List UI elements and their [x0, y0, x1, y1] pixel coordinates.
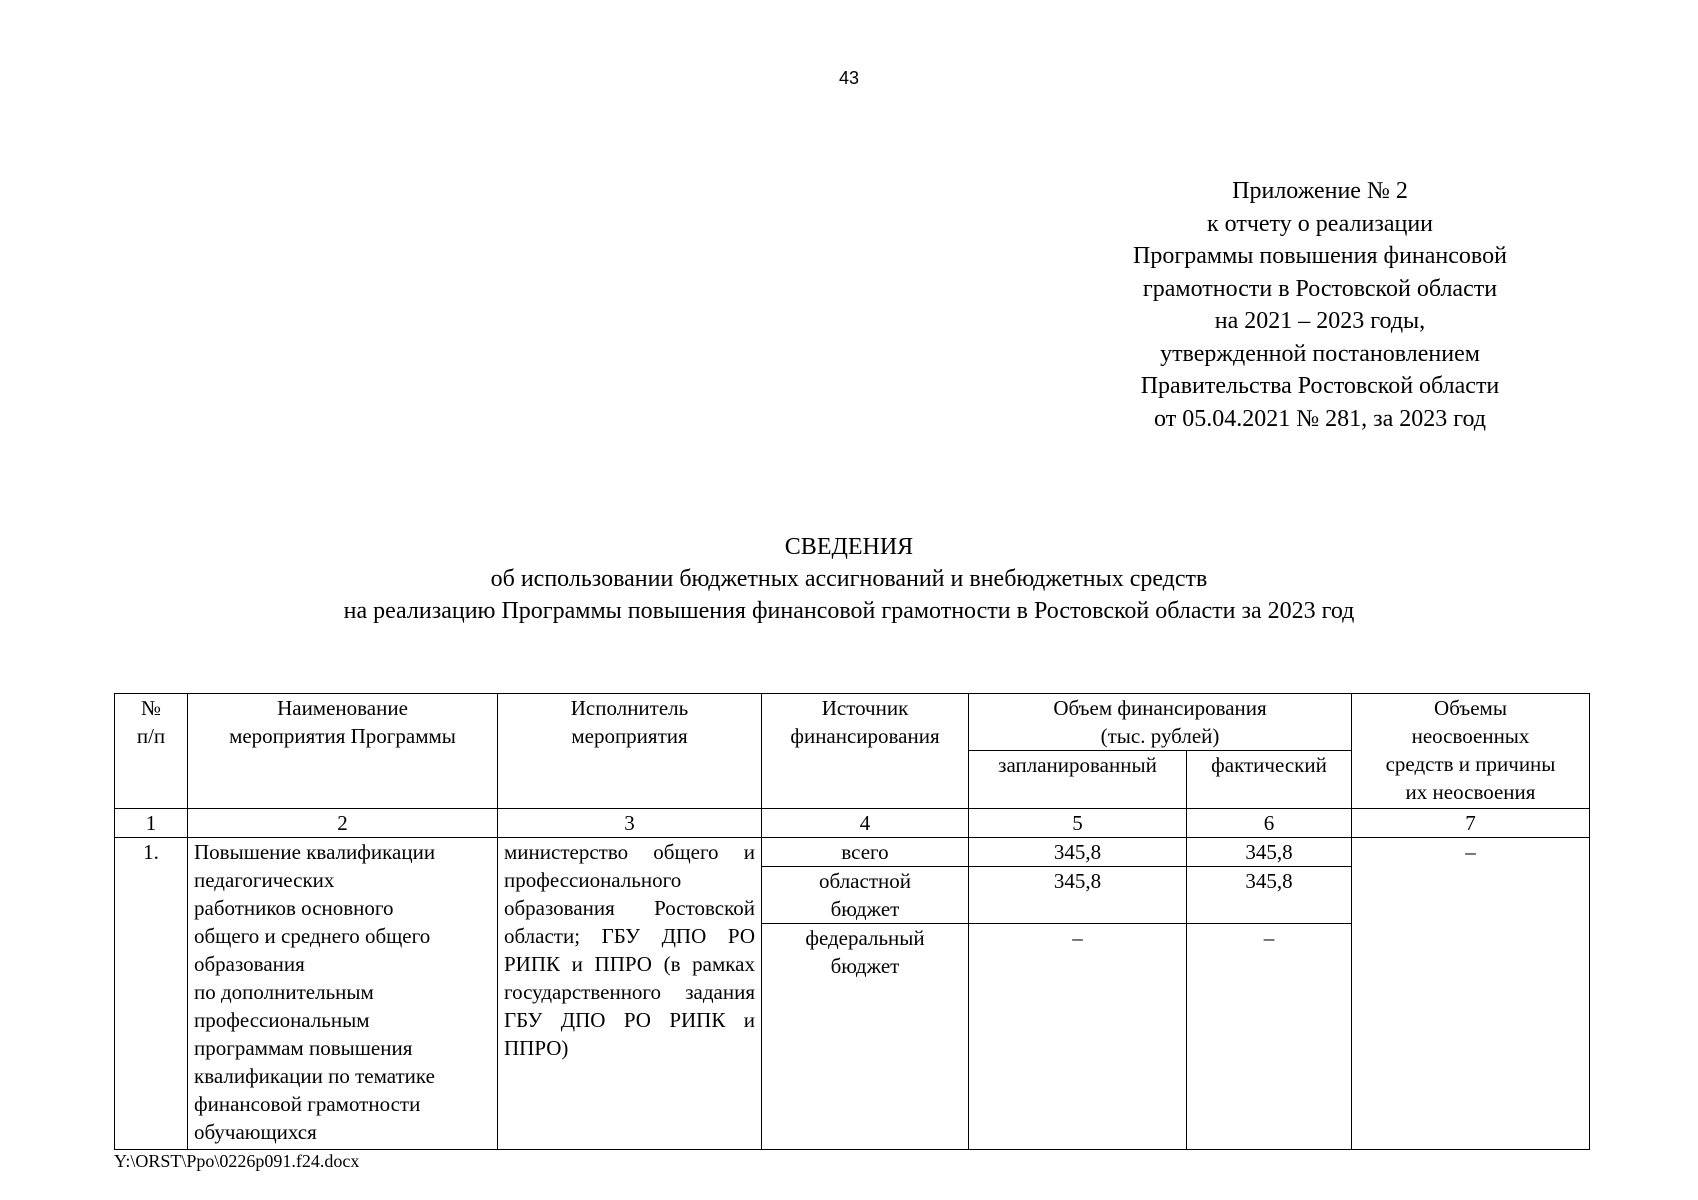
header-source: Источник финансирования: [762, 694, 969, 809]
column-number-row: [115, 809, 1590, 838]
page-number: 43: [838, 68, 860, 88]
title-line: об использовании бюджетных ассигнований и внебюджетных средств: [490, 566, 1208, 592]
row-actual-regional: 345,8: [1187, 867, 1352, 924]
column-number: 7: [1352, 809, 1590, 838]
row-source-federal: федеральный бюджет: [762, 924, 969, 1150]
title-heading: СВЕДЕНИЯ: [784, 534, 914, 560]
header-row: [115, 694, 1590, 751]
row-planned-regional: 345,8: [969, 867, 1187, 924]
appendix-block: [1070, 175, 1570, 435]
table-row: [115, 838, 1590, 867]
column-number: 4: [762, 809, 969, 838]
appendix-line: от 05.04.2021 № 281, за 2023 год: [1154, 405, 1486, 432]
header-actual: фактический: [1187, 751, 1352, 809]
row-executor: министерство общего и профессионального образования Ростовской области; ГБУ ДПО РО РИПК и ППРО (в рамках государственного задания ГБУ ДПО РО РИПК и ППРО): [498, 838, 762, 1150]
appendix-line: Правительства Ростовской области: [1140, 373, 1500, 399]
appendix-line: Приложение № 2: [1232, 178, 1408, 204]
column-number: 3: [498, 809, 762, 838]
file-path-footer: Y:\ORST\Ppo\0226p091.f24.docx: [114, 1151, 360, 1171]
row-actual-total: 345,8: [1187, 838, 1352, 867]
header-name: Наименование мероприятия Программы: [188, 694, 498, 809]
column-number: 5: [969, 809, 1187, 838]
row-unspent: –: [1352, 838, 1590, 1150]
row-name: Повышение квалификации педагогических работников основного общего и среднего общего образования по дополнительным профессиональным программам повышения квалификации по тематике финансовой грамотности обучающихся: [188, 838, 498, 1150]
row-source-regional: областной бюджет: [762, 867, 969, 924]
row-source-total: всего: [762, 838, 969, 867]
header-unspent: Объемы неосвоенных средств и причины их неосвоения: [1352, 694, 1590, 809]
header-num: № п/п: [115, 694, 188, 809]
row-actual-federal: –: [1187, 924, 1352, 1150]
appendix-line: утвержденной постановлением: [1160, 340, 1480, 367]
appendix-line: к отчету о реализации: [1206, 210, 1434, 237]
document-title: [0, 531, 1698, 627]
appendix-line: грамотности в Ростовской области: [1142, 275, 1498, 302]
appendix-line: на 2021 – 2023 годы,: [1214, 308, 1426, 334]
header-planned: запланированный: [969, 751, 1187, 809]
header-volume: Объем финансирования (тыс. рублей): [969, 694, 1352, 751]
row-planned-federal: –: [969, 924, 1187, 1150]
funding-table: [114, 693, 1590, 1150]
column-number: 2: [188, 809, 498, 838]
row-planned-total: 345,8: [969, 838, 1187, 867]
appendix-line: Программы повышения финансовой: [1133, 243, 1507, 269]
title-line: на реализацию Программы повышения финансовой грамотности в Ростовской области за 2023 год: [343, 598, 1355, 624]
header-executor: Исполнитель мероприятия: [498, 694, 762, 809]
column-number: 6: [1187, 809, 1352, 838]
column-number: 1: [115, 809, 188, 838]
row-num: 1.: [115, 838, 188, 1150]
